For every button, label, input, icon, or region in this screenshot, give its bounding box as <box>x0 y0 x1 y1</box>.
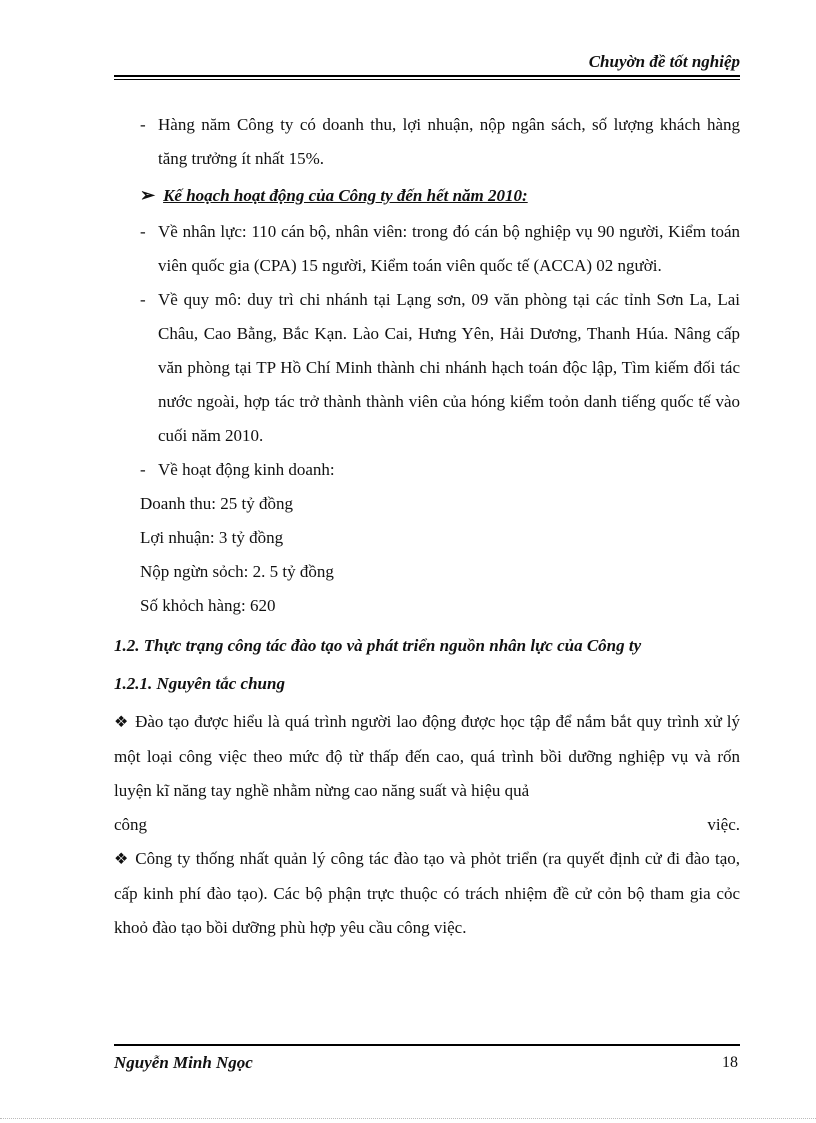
page-boundary <box>0 1118 816 1119</box>
running-header: Chuyờn đề tốt nghiệp <box>588 52 740 71</box>
target-budget: Nộp ngừn sỏch: 2. 5 tỷ đồng <box>140 562 334 581</box>
plan-heading <box>114 178 740 213</box>
bullet-scale <box>114 283 740 453</box>
bullet-growth-text: Hàng năm Công ty có doanh thu, lợi nhuận, nộp ngân sách, số lượng khách hàng tăng trưởng ít nhất 15%. <box>158 115 740 168</box>
bullet-hr <box>114 215 740 283</box>
page-number: 18 <box>722 1054 738 1071</box>
last-line-right: việc. <box>707 815 740 834</box>
last-line-left: công <box>114 815 148 834</box>
target-customers: Số khỏch hàng: 620 <box>140 596 276 615</box>
section-1-2-1-heading: 1.2.1. Nguyên tắc chung <box>114 674 285 693</box>
dash-marker: - <box>140 115 146 134</box>
page-body <box>114 108 740 945</box>
bullet-business <box>114 453 740 487</box>
bullet-growth <box>114 108 740 176</box>
footer-author: Nguyễn Minh Ngọc <box>114 1053 253 1072</box>
bullet-scale-text: Về quy mô: duy trì chi nhánh tại Lạng sơn, 09 văn phòng tại các tỉnh Sơn La, Lai Châu, Cao Bằng, Bắc Kạn. Lào Cai, Hưng Yên, Hải Dương, Thanh Húa. Nâng cấp văn phòng tại TP Hồ Chí Minh thành chi nhánh hạch toán độc lập, Tìm kiếm đối tác nước ngoài, hợp tác trở thành thành viên của hóng kiểm toỏn danh tiếng quốc tế vào cuối năm 2010. <box>158 290 740 445</box>
plan-heading-text: Kế hoạch hoạt động của Công ty đến hết năm 2010: <box>163 186 528 205</box>
paragraph-training-last-line <box>114 808 740 842</box>
target-revenue: Doanh thu: 25 tỷ đồng <box>140 494 293 513</box>
bullet-business-text: Về hoạt động kinh doanh: <box>158 460 335 479</box>
diamond-bullet-icon: ❖ <box>114 714 130 731</box>
diamond-bullet-icon: ❖ <box>114 851 130 868</box>
dash-marker: - <box>140 222 146 241</box>
bullet-hr-text: Về nhân lực: 110 cán bộ, nhân viên: trong đó cán bộ nghiệp vụ 90 người, Kiểm toán viên quốc gia (CPA) 15 người, Kiểm toán viên quốc tế (ACCA) 02 người. <box>158 222 740 275</box>
section-1-2-heading: 1.2. Thực trạng công tác đào tạo và phát triển nguồn nhân lực của Công ty <box>114 636 642 655</box>
dash-marker: - <box>140 460 146 479</box>
dash-marker: - <box>140 290 146 309</box>
arrow-bullet-icon: ➢ <box>140 185 156 205</box>
footer-rule <box>114 1044 740 1046</box>
paragraph-training-text: Đào tạo được hiểu là quá trình người lao động được học tập để nắm bắt quy trình xử lý một loại công việc theo mức độ từ thấp đến cao, quá trình bồi dưỡng nghiệp vụ và rốn luyện kĩ năng tay nghề nhằm nừng cao năng suất và hiệu quả <box>114 712 741 800</box>
target-profit: Lợi nhuận: 3 tỷ đồng <box>140 528 284 547</box>
paragraph-management <box>114 842 740 945</box>
header-rule <box>114 75 740 80</box>
paragraph-management-text: Công ty thống nhất quản lý công tác đào tạo và phỏt triển (ra quyết định cử đi đào tạo, cấp kinh phí đào tạo). Các bộ phận trực thuộc có trách nhiệm đề cử cỏn bộ tham gia cỏc khoỏ đào tạo bồi dưỡng phù hợp yêu cầu công việc. <box>114 849 741 937</box>
paragraph-training-definition <box>114 705 740 808</box>
